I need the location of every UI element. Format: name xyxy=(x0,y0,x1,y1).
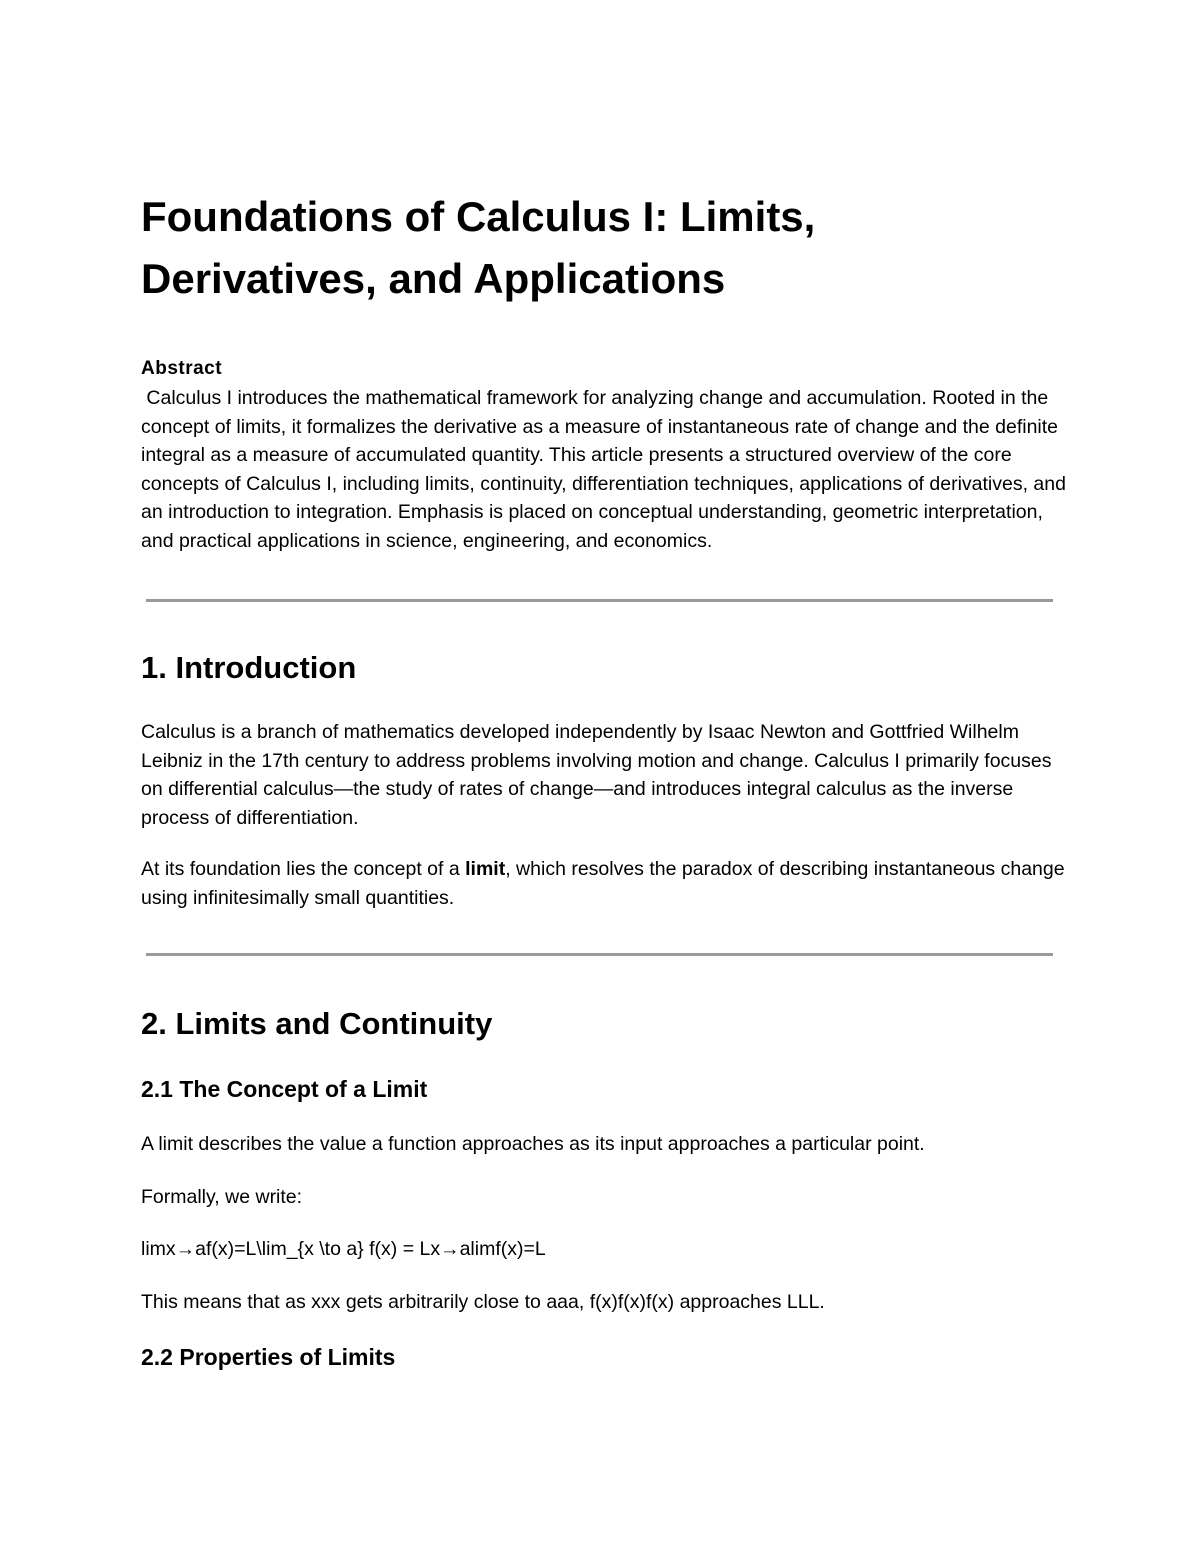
concept-of-limit-heading: 2.1 The Concept of a Limit xyxy=(141,1076,428,1102)
limit-formula: limx→af(x)=L\lim_{x \to a} f(x) = Lx→alimf(x)=L xyxy=(141,1238,546,1260)
introduction-heading: 1. Introduction xyxy=(141,650,357,685)
document-title-line-1: Foundations of Calculus I: Limits, xyxy=(141,193,816,240)
abstract-text: Calculus I introduces the mathematical framework for analyzing change and accumulation. Rooted in the concept of limits, it formalizes the derivative as a measure of instantaneous rate of change and the definite integral as a measure of accumulated quantity. This article presents a structured overview of the core concepts of Calculus I, including limits, continuity, differentiation techniques, applications of derivatives, and an introduction to integration. Emphasis is placed on conceptual understanding, geometric interpretation, and practical applications in science, engineering, and economics. xyxy=(141,387,1072,552)
limit-term: limit xyxy=(465,858,506,880)
limit-definition-paragraph: A limit describes the value a function approaches as its input approaches a particular point. xyxy=(141,1133,925,1155)
document-title xyxy=(141,186,1066,310)
properties-of-limits-heading: 2.2 Properties of Limits xyxy=(141,1344,396,1370)
formally-paragraph: Formally, we write: xyxy=(141,1185,303,1208)
introduction-paragraph-2-end: , which resolves the paradox of describing instantaneous change using infinitesimally small quantities. xyxy=(141,858,1065,909)
section-divider xyxy=(146,953,1053,956)
abstract-label: Abstract xyxy=(141,358,223,379)
introduction-paragraph-2-start: At its foundation lies the concept of a xyxy=(141,858,466,880)
limits-continuity-heading: 2. Limits and Continuity xyxy=(141,1006,493,1041)
abstract-section xyxy=(141,357,1072,555)
section-divider xyxy=(146,599,1053,602)
document-title-line-2: Derivatives, and Applications xyxy=(141,255,726,302)
limit-meaning-paragraph: This means that as xxx gets arbitrarily close to aaa, f(x)f(x)f(x) approaches LLL. xyxy=(141,1290,825,1313)
introduction-paragraph-2 xyxy=(141,855,1066,912)
introduction-paragraph-1: Calculus is a branch of mathematics developed independently by Isaac Newton and Gottfried Wilhelm Leibniz in the 17th century to address problems involving motion and change. Calculus I primarily focuses on differential calculus—the study of rates of change—and introduces integral calculus as the inverse process of differentiation. xyxy=(141,721,1052,829)
document-page xyxy=(141,186,1072,1372)
